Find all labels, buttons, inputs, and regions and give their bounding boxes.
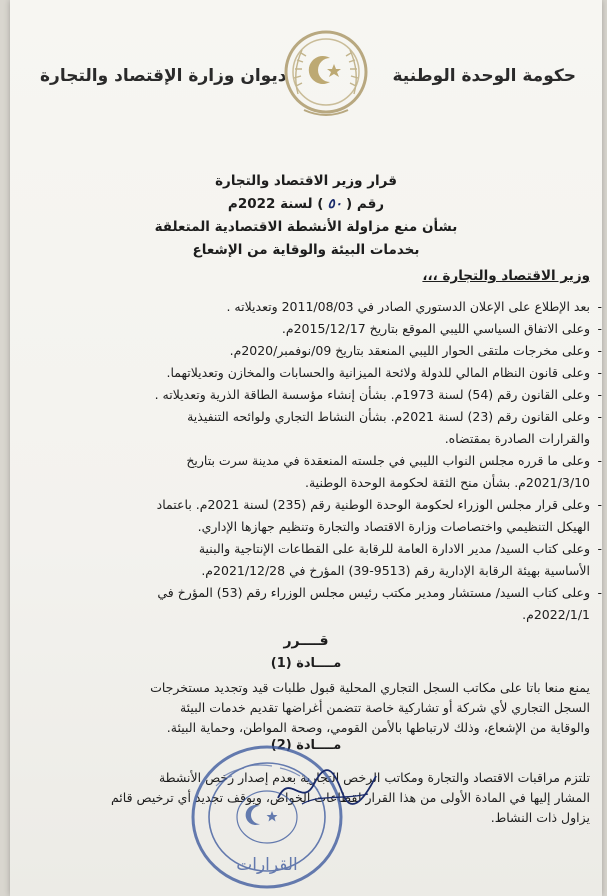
article-2-line: المشار إليها في المادة الأولى من هذا القرار لقطاعات الخواص، ويوقف تجديد أي ترخيص قائم [110,790,590,805]
recital-item: - وعلى كتاب السيد/ مستشار ومدير مكتب رئيس مجلس الوزراء رقم (53) المؤرخ في [14,582,602,604]
ministry-header: ديوان وزارة الإقتصاد والتجارة [40,66,287,86]
recital-item-continued: والقرارات الصادرة بمقتضاه. [444,431,590,446]
recital-item: - وعلى الاتفاق السياسي الليبي الموقع بتاريخ 2015/12/17م. [14,318,602,340]
handwritten-signature-icon [272,764,382,814]
decree-number-suffix: ) لسنة 2022م [227,196,324,212]
recital-item: - وعلى قرار مجلس الوزراء لحكومة الوحدة الوطنية رقم (235) لسنة 2021م. باعتماد [14,494,602,516]
decree-number-prefix: رقم ( [346,196,385,212]
decree-number [10,193,602,216]
crescent-star-emblem-icon [278,22,374,132]
decree-subject-line-2: بخدمات البيئة والوقاية من الإشعاع [192,242,420,258]
decree-title-block [10,170,602,262]
recital-item: - وعلى مخرجات ملتقى الحوار الليبي المنعقد بتاريخ 09/نوفمبر/2020م. [14,340,602,362]
recital-item: - وعلى كتاب السيد/ مدير الادارة العامة للرقابة على القطاعات الإنتاجية والبنية [14,538,602,560]
decree-title: قرار وزير الاقتصاد والتجارة [215,173,397,189]
recital-item: - وعلى ما قرره مجلس النواب الليبي في جلسته المنعقدة في مدينة سرت بتاريخ [14,450,602,472]
recital-item-continued: الهيكل التنظيمي واختصاصات وزارة الاقتصاد والتجارة وتنظيم جهازها الإداري. [197,519,590,534]
document-page [10,0,602,896]
recital-item-continued: الأساسية بهيئة الرقابة الإدارية رقم (9513-39) المؤرخ في 2021/12/28م. [201,563,590,578]
recitals-list [14,296,602,626]
recital-item: - وعلى القانون رقم (54) لسنة 1973م. بشأن إنشاء مؤسسة الطاقة الذرية وتعديلاته . [14,384,602,406]
article-2-line: تلتزم مراقبات الاقتصاد والتجارة ومكاتب الرخص التجارية بعدم إصدار رخص الأنشطة [158,770,590,785]
government-header: حكومة الوحدة الوطنية [392,66,576,86]
decided-heading: قــــرر [283,633,329,649]
article-1-body [22,678,590,738]
recital-item-continued: 2022/1/1م. [522,607,590,622]
article-1-line: والوقاية من الإشعاع، وذلك لارتباطها بالأمن القومي، وصحة المواطن، وحماية البيئة. [166,720,590,735]
recital-item: - وعلى القانون رقم (23) لسنة 2021م. بشأن النشاط التجاري ولوائحه التنفيذية [14,406,602,428]
article-2-heading: مــــادة (2) [270,738,342,753]
article-1-line: السجل التجاري لأي شركة أو تشاركية خاصة تتضمن أغراضها تقديم خدمات البيئة [179,700,590,715]
recital-item: - بعد الإطلاع على الإعلان الدستوري الصادر في 2011/08/03 وتعديلاته . [14,296,602,318]
article-1-line: يمنع منعا باتا على مكاتب السجل التجاري المحلية قبول طلبات قيد وتجديد مستخرجات [150,680,590,695]
article-2-line: يزاول ذات النشاط. [490,810,590,825]
recital-item: - وعلى قانون النظام المالي للدولة ولائحة الميزانية والحسابات والمخازن وتعديلاتهما. [14,362,602,384]
stamp-text: القرارات [236,855,298,875]
article-1-heading: مــــادة (1) [270,656,342,671]
minister-line: وزير الاقتصاد والتجارة ،،، [422,268,590,284]
decree-subject-line-1: بشأن منع مزاولة الأنشطة الاقتصادية المتعلقة [154,219,458,235]
recital-item-continued: 2021/3/10م. بشأن منح الثقة لحكومة الوحدة الوطنية. [305,475,590,490]
decree-number-handwritten: ٥٠ [327,196,342,212]
